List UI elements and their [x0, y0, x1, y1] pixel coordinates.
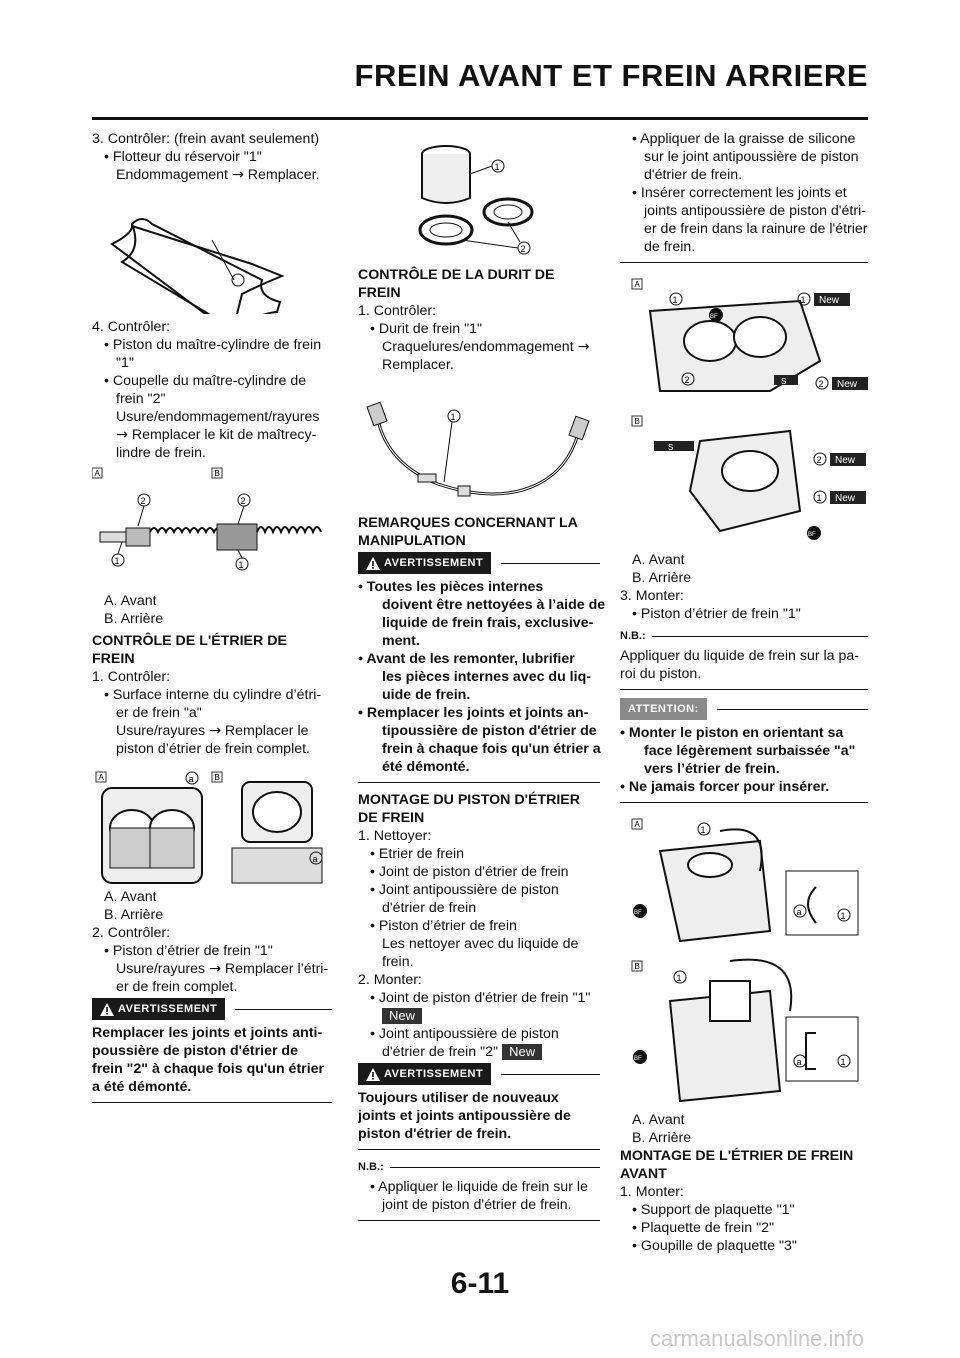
- warning-end-rule: [358, 1149, 600, 1150]
- bullet: • Piston d’étrier de frein: [370, 918, 517, 934]
- column-middle: [358, 130, 606, 1229]
- warning-badge: AVERTISSEMENT: [358, 552, 491, 574]
- svg-text:A: A: [634, 280, 640, 289]
- svg-text:A: A: [98, 773, 104, 782]
- caution-text: • Ne jamais forcer pour insérer.: [620, 779, 830, 795]
- svg-text:2: 2: [240, 496, 246, 506]
- step-heading: 2. Monter:: [358, 972, 422, 988]
- bullet-detail: frein "2": [116, 391, 166, 407]
- svg-text:2: 2: [684, 375, 690, 385]
- step-heading: 1. Contrôler:: [358, 303, 437, 319]
- section-heading: MANIPULATION: [358, 533, 466, 549]
- warning-text: tipoussière de piston d'étrier de: [382, 723, 597, 739]
- caution-header: [620, 698, 868, 720]
- section-heading: FREIN: [358, 285, 401, 301]
- bullet: • Appliquer de la graisse de silicone: [632, 131, 856, 147]
- warning-badge: AVERTISSEMENT: [358, 1063, 491, 1085]
- bullet: • Insérer correctement les joints et: [632, 185, 847, 201]
- step-heading: 1. Nettoyer:: [358, 828, 432, 844]
- warning-triangle-icon: [100, 1003, 114, 1016]
- svg-text:BF: BF: [808, 532, 816, 538]
- svg-text:2: 2: [818, 379, 824, 389]
- figure-caption: B. Arrière: [632, 570, 692, 586]
- bullet-detail: piston d’étrier de frein complet.: [116, 741, 310, 757]
- bullet: • Flotteur du réservoir "1": [104, 149, 262, 165]
- svg-text:2: 2: [140, 496, 146, 506]
- bullet: • Joint antipoussière de piston: [370, 1026, 559, 1042]
- svg-text:BF: BF: [710, 314, 718, 320]
- svg-text:A: A: [634, 820, 640, 829]
- note-end-rule: [358, 1220, 600, 1221]
- master-cylinder-cup-figure: [358, 130, 600, 266]
- warning-text: Toujours utiliser de nouveaux: [358, 1090, 559, 1106]
- bullet-detail: Usure/rayures → Remplacer le: [116, 723, 309, 739]
- bullet-detail: frein.: [382, 954, 414, 970]
- svg-text:a: a: [796, 907, 802, 917]
- warning-header: [358, 552, 600, 574]
- figure-caption: A. Avant: [632, 552, 685, 568]
- bullet: • Joint antipoussière de piston: [370, 882, 559, 898]
- svg-text:1: 1: [672, 295, 678, 305]
- warning-end-rule: [92, 1102, 332, 1103]
- arrow-icon: →: [209, 961, 221, 977]
- watermark: carmanualsonline.info: [649, 1326, 864, 1351]
- bullet-detail: de frein.: [644, 239, 696, 255]
- svg-text:B: B: [214, 773, 220, 782]
- bullet-detail: joints antipoussière de piston d'étri-: [644, 203, 866, 219]
- warning-text: frein "2" à chaque fois qu'un étrier: [92, 1061, 325, 1077]
- svg-text:a: a: [796, 1057, 802, 1067]
- caution-end-rule: [620, 802, 868, 803]
- warning-header: [92, 998, 332, 1020]
- warning-text: Remplacer les joints et joints anti-: [92, 1025, 323, 1041]
- warning-text: été démonté.: [382, 759, 470, 775]
- figure-caption: A. Avant: [104, 889, 157, 905]
- caliper-cylinder-figure: [92, 758, 332, 888]
- caliper-seal-figure: [620, 271, 868, 551]
- section-heading: REMARQUES CONCERNANT LA: [358, 515, 578, 531]
- svg-text:1: 1: [840, 911, 846, 921]
- svg-text:1: 1: [676, 973, 682, 983]
- caution-text: vers l’étrier de frein.: [644, 761, 780, 777]
- bullet: • Piston d’étrier de frein "1": [104, 943, 273, 959]
- section-heading: CONTRÔLE DE LA DURIT DE: [358, 267, 555, 283]
- caution-text: face légèrement surbaissée "a": [644, 743, 856, 759]
- bullet: • Joint de piston d'étrier de frein "1": [370, 990, 591, 1006]
- page-title: FREIN AVANT ET FREIN ARRIERE: [354, 58, 868, 93]
- note-text: • Appliquer le liquide de frein sur le: [370, 1179, 588, 1195]
- svg-text:2: 2: [816, 455, 822, 465]
- warning-text: poussière de piston d'étrier de: [92, 1043, 298, 1059]
- step-heading: 1. Contrôler:: [92, 669, 171, 685]
- arrow-icon: →: [577, 339, 590, 355]
- step-heading: 2. Contrôler:: [92, 925, 171, 941]
- bullet: • Piston du maître-cylindre de frein: [104, 337, 322, 353]
- figure-caption: B. Arrière: [104, 611, 164, 627]
- note-header: N.B.:: [620, 627, 868, 645]
- warning-text: les pièces internes avec du liq-: [382, 669, 591, 685]
- bullet: • Piston d’étrier de frein "1": [632, 606, 801, 622]
- svg-text:1: 1: [700, 825, 706, 835]
- svg-text:1: 1: [800, 295, 806, 305]
- warning-triangle-icon: [366, 1068, 380, 1081]
- note-text: joint de piston d'étrier de frein.: [382, 1197, 572, 1213]
- section-heading: FREIN: [92, 651, 135, 667]
- warning-triangle-icon: [366, 557, 380, 570]
- bullet: • Coupelle du maître-cylindre de: [104, 373, 307, 389]
- bullet-detail: Craquelures/endommagement →: [382, 339, 590, 355]
- svg-text:1: 1: [114, 556, 120, 566]
- svg-text:New: New: [819, 295, 840, 306]
- arrow-icon: →: [231, 167, 244, 183]
- svg-text:BF: BF: [634, 1056, 642, 1062]
- svg-text:1: 1: [238, 560, 244, 570]
- arrow-icon: →: [209, 723, 221, 739]
- figure-label-a: A: [94, 469, 100, 478]
- bullet-detail: [358, 1007, 600, 1025]
- note-text: roi du piston.: [620, 666, 702, 682]
- figure-label-b: B: [214, 469, 220, 478]
- new-badge: New: [502, 1044, 542, 1060]
- warning-text: • Avant de les remonter, lubrifier: [358, 651, 575, 667]
- bullet: • Support de plaquette "1": [632, 1202, 795, 1218]
- bullet: • Goupille de plaquette "3": [632, 1238, 797, 1254]
- master-cylinder-piston-figure: [92, 462, 332, 592]
- bullet: • Etrier de frein: [370, 846, 465, 862]
- page-number: 6-11: [450, 1267, 510, 1300]
- caution-badge: ATTENTION:: [620, 698, 707, 720]
- warning-text: • Remplacer les joints et joints an-: [358, 705, 589, 721]
- warning-text: piston d'étrier de frein.: [358, 1126, 512, 1142]
- bullet-detail: er de frein dans la rainure de l'étrier: [644, 221, 868, 237]
- bullet-detail: d'étrier de frein "2" New: [358, 1043, 600, 1061]
- bullet-detail: "1": [116, 355, 134, 371]
- figure-caption: A. Avant: [104, 593, 157, 609]
- piston-install-figure: [620, 811, 868, 1111]
- bullet: • Durit de frein "1": [370, 321, 483, 337]
- svg-text:New: New: [835, 455, 856, 466]
- bullet-detail: er de frein complet.: [116, 979, 238, 995]
- warning-text: joints et joints antipoussière de: [358, 1108, 571, 1124]
- warning-text: a été démonté.: [92, 1079, 192, 1095]
- bullet-detail: Remplacer.: [382, 357, 454, 373]
- column-left: [92, 130, 332, 1111]
- bullet-detail: Usure/endommagement/rayures: [116, 409, 320, 425]
- warning-header: [358, 1063, 600, 1085]
- note-header: N.B.:: [358, 1158, 600, 1176]
- step-heading: 3. Monter:: [620, 588, 684, 604]
- bullet-detail: sur le joint antipoussière de piston: [644, 149, 859, 165]
- bullet-detail: Usure/rayures → Remplacer l’étri-: [116, 961, 329, 977]
- section-heading: AVANT: [620, 1166, 667, 1182]
- svg-text:S: S: [668, 443, 674, 452]
- rule: [620, 262, 868, 263]
- step-heading: 3. Contrôler: (frein avant seulement): [92, 131, 320, 147]
- bullet-detail: er de frein "a": [116, 705, 202, 721]
- svg-text:B: B: [634, 962, 640, 971]
- step-heading: 4. Contrôler:: [92, 319, 171, 335]
- caution-text: • Monter le piston en orientant sa: [620, 725, 844, 741]
- figure-caption: B. Arrière: [104, 907, 164, 923]
- warning-text: • Toutes les pièces internes: [358, 579, 544, 595]
- bullet-detail: lindre de frein.: [116, 445, 206, 461]
- svg-text:1: 1: [816, 493, 822, 503]
- bullet: • Plaquette de frein "2": [632, 1220, 775, 1236]
- bullet-detail: Les nettoyer avec du liquide de: [382, 936, 579, 952]
- arrow-icon: →: [116, 427, 128, 443]
- bullet-detail: d'étrier de frein: [382, 900, 477, 916]
- note-text: Appliquer du liquide de frein sur la pa-: [620, 648, 859, 664]
- brake-hose-figure: [358, 374, 600, 514]
- reservoir-float-figure: [92, 184, 332, 314]
- step-heading: 1. Monter:: [620, 1184, 684, 1200]
- bullet: • Surface interne du cylindre d’étri-: [104, 687, 322, 703]
- section-heading: CONTRÔLE DE L'ÉTRIER DE: [92, 633, 287, 649]
- warning-text: doivent être nettoyées à l’aide de: [382, 597, 606, 613]
- figure-caption: B. Arrière: [632, 1130, 692, 1146]
- svg-text:1: 1: [494, 162, 500, 172]
- header-rule: [92, 117, 868, 120]
- warning-text: frein à chaque fois qu'un étrier a: [382, 741, 601, 757]
- svg-text:New: New: [835, 493, 856, 504]
- bullet-detail: → Remplacer le kit de maîtrecy-: [116, 427, 317, 443]
- column-right: [620, 130, 868, 1255]
- warning-text: liquide de frein frais, exclusive-: [382, 615, 594, 631]
- figure-caption: A. Avant: [632, 1112, 685, 1128]
- svg-text:BF: BF: [634, 910, 642, 916]
- section-heading: DE FREIN: [358, 810, 425, 826]
- warning-text: ment.: [382, 633, 420, 649]
- new-badge: New: [382, 1008, 422, 1024]
- svg-text:New: New: [837, 379, 858, 390]
- svg-text:1: 1: [450, 412, 456, 422]
- svg-text:S: S: [781, 377, 787, 386]
- bullet: • Joint de piston d'étrier de frein: [370, 864, 569, 880]
- svg-text:1: 1: [840, 1057, 846, 1067]
- note-end-rule: [620, 689, 868, 690]
- warning-badge: AVERTISSEMENT: [92, 998, 225, 1020]
- svg-text:a: a: [312, 854, 318, 864]
- svg-text:2: 2: [520, 244, 526, 254]
- svg-text:B: B: [634, 417, 640, 426]
- warning-end-rule: [358, 782, 600, 783]
- section-heading: MONTAGE DE L'ÉTRIER DE FREIN: [620, 1148, 854, 1164]
- bullet-detail: d'étrier de frein.: [644, 167, 743, 183]
- warning-text: uide de frein.: [382, 687, 471, 703]
- bullet-detail: Endommagement → Remplacer.: [116, 167, 320, 183]
- svg-text:a: a: [188, 774, 194, 784]
- section-heading: MONTAGE DU PISTON D'ÉTRIER: [358, 792, 580, 808]
